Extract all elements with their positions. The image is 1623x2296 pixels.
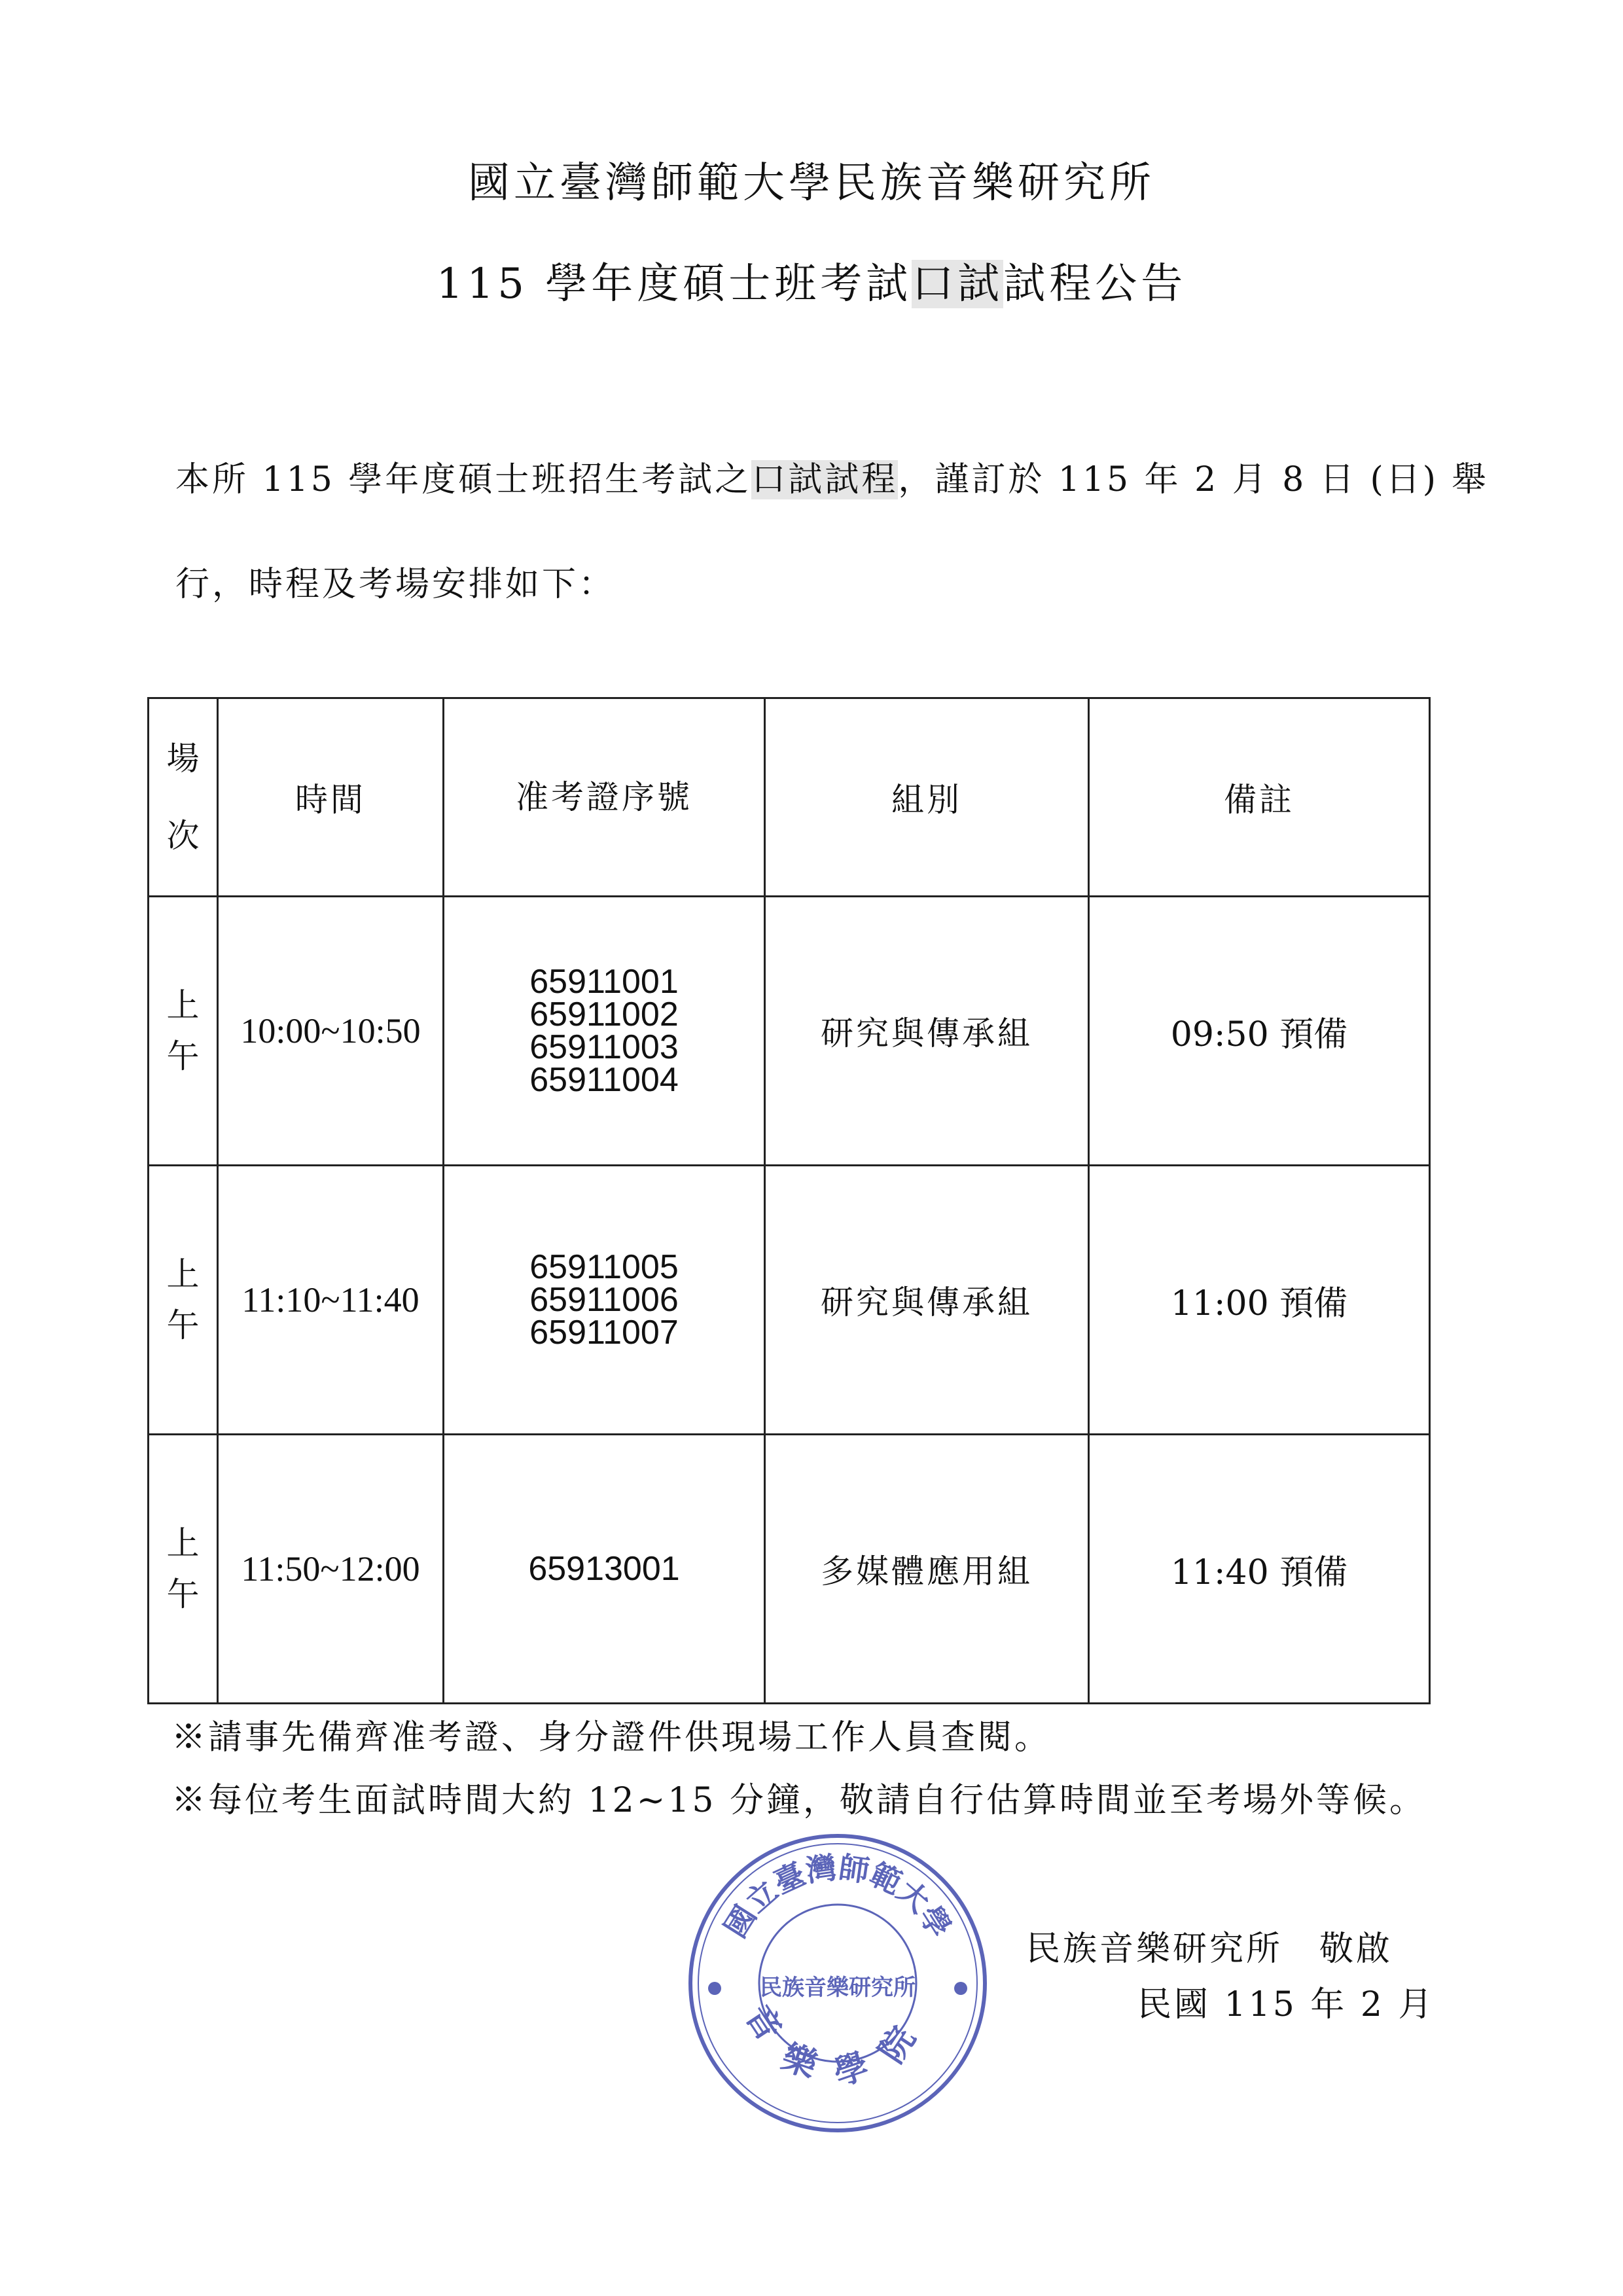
row-note: 11:40 預備 bbox=[1089, 1435, 1430, 1704]
exam-id: 65911007 bbox=[529, 1314, 679, 1352]
header-scene-char-2: 次 bbox=[166, 817, 200, 855]
table-row bbox=[149, 1435, 1430, 1704]
row-time: 10:00~10:50 bbox=[218, 897, 444, 1166]
exam-id: 65911006 bbox=[529, 1281, 679, 1319]
row-group: 多媒體應用組 bbox=[765, 1435, 1089, 1704]
intro-line-2: 行，時程及考場安排如下： bbox=[175, 565, 616, 604]
row-note: 11:00 預備 bbox=[1089, 1166, 1430, 1435]
note-2: ※每位考生面試時間大約 12~15 分鐘，敬請自行估算時間並至考場外等候。 bbox=[171, 1781, 1426, 1820]
row-time: 11:10~11:40 bbox=[218, 1166, 444, 1435]
scene-char-2: 午 bbox=[166, 1037, 200, 1075]
row-ids bbox=[444, 1435, 765, 1704]
seal-bottom-text: 音樂學院 bbox=[738, 1998, 938, 2094]
subtitle-part-1: 115 學年度碩士班考試 bbox=[436, 260, 912, 308]
header-ids: 准考證序號 bbox=[444, 698, 765, 897]
table-header-row bbox=[149, 698, 1430, 897]
note-1: ※請事先備齊准考證、身分證件供現場工作人員查閱。 bbox=[171, 1718, 1052, 1757]
exam-id: 65911001 bbox=[529, 963, 679, 1001]
signature-line-1: 民族音樂研究所 敬啟 bbox=[1026, 1929, 1393, 1969]
row-group: 研究與傳承組 bbox=[765, 897, 1089, 1166]
official-seal bbox=[681, 1826, 995, 2140]
row-scene bbox=[149, 897, 218, 1166]
row-time: 11:50~12:00 bbox=[218, 1435, 444, 1704]
scene-char-2: 午 bbox=[166, 1306, 200, 1344]
subtitle-highlight: 口試 bbox=[912, 260, 1004, 308]
exam-id: 65911003 bbox=[529, 1028, 679, 1066]
scene-char-1: 上 bbox=[166, 1255, 200, 1293]
exam-id: 65911005 bbox=[529, 1248, 679, 1286]
table-row bbox=[149, 1166, 1430, 1435]
row-note: 09:50 預備 bbox=[1089, 897, 1430, 1166]
header-note: 備註 bbox=[1089, 698, 1430, 897]
exam-id: 65913001 bbox=[528, 1550, 680, 1588]
table-row bbox=[149, 897, 1430, 1166]
row-scene bbox=[149, 1435, 218, 1704]
header-group: 組別 bbox=[765, 698, 1089, 897]
page-title: 國立臺灣師範大學民族音樂研究所 bbox=[468, 159, 1155, 207]
seal-center-text: 民族音樂研究所 bbox=[760, 1975, 916, 2001]
plum-blossom-icon bbox=[708, 1982, 721, 1995]
row-scene bbox=[149, 1166, 218, 1435]
intro-line-1 bbox=[175, 452, 1489, 501]
schedule-table bbox=[147, 697, 1431, 1704]
header-scene bbox=[149, 698, 218, 897]
row-ids bbox=[444, 1166, 765, 1435]
scene-char-1: 上 bbox=[166, 986, 200, 1024]
header-scene-char-1: 場 bbox=[166, 740, 200, 778]
row-ids bbox=[444, 897, 765, 1166]
intro-part-2: ，謹訂於 115 年 2 月 8 日 (日) 舉 bbox=[898, 460, 1489, 499]
row-group: 研究與傳承組 bbox=[765, 1166, 1089, 1435]
scene-char-1: 上 bbox=[166, 1524, 200, 1562]
exam-id: 65911002 bbox=[529, 996, 679, 1033]
signature-line-2: 民國 115 年 2 月 bbox=[1137, 1985, 1435, 2024]
exam-id: 65911004 bbox=[529, 1061, 679, 1099]
plum-blossom-icon bbox=[954, 1982, 967, 1995]
subtitle-part-2: 試程公告 bbox=[1003, 260, 1187, 308]
page-subtitle bbox=[0, 250, 1623, 310]
header-time: 時間 bbox=[218, 698, 444, 897]
seal-top-text: 國立臺灣師範大學 bbox=[717, 1849, 958, 1944]
scene-char-2: 午 bbox=[166, 1575, 200, 1613]
intro-part-1: 本所 115 學年度碩士班招生考試之 bbox=[175, 460, 752, 499]
intro-highlight: 口試試程 bbox=[751, 460, 899, 499]
